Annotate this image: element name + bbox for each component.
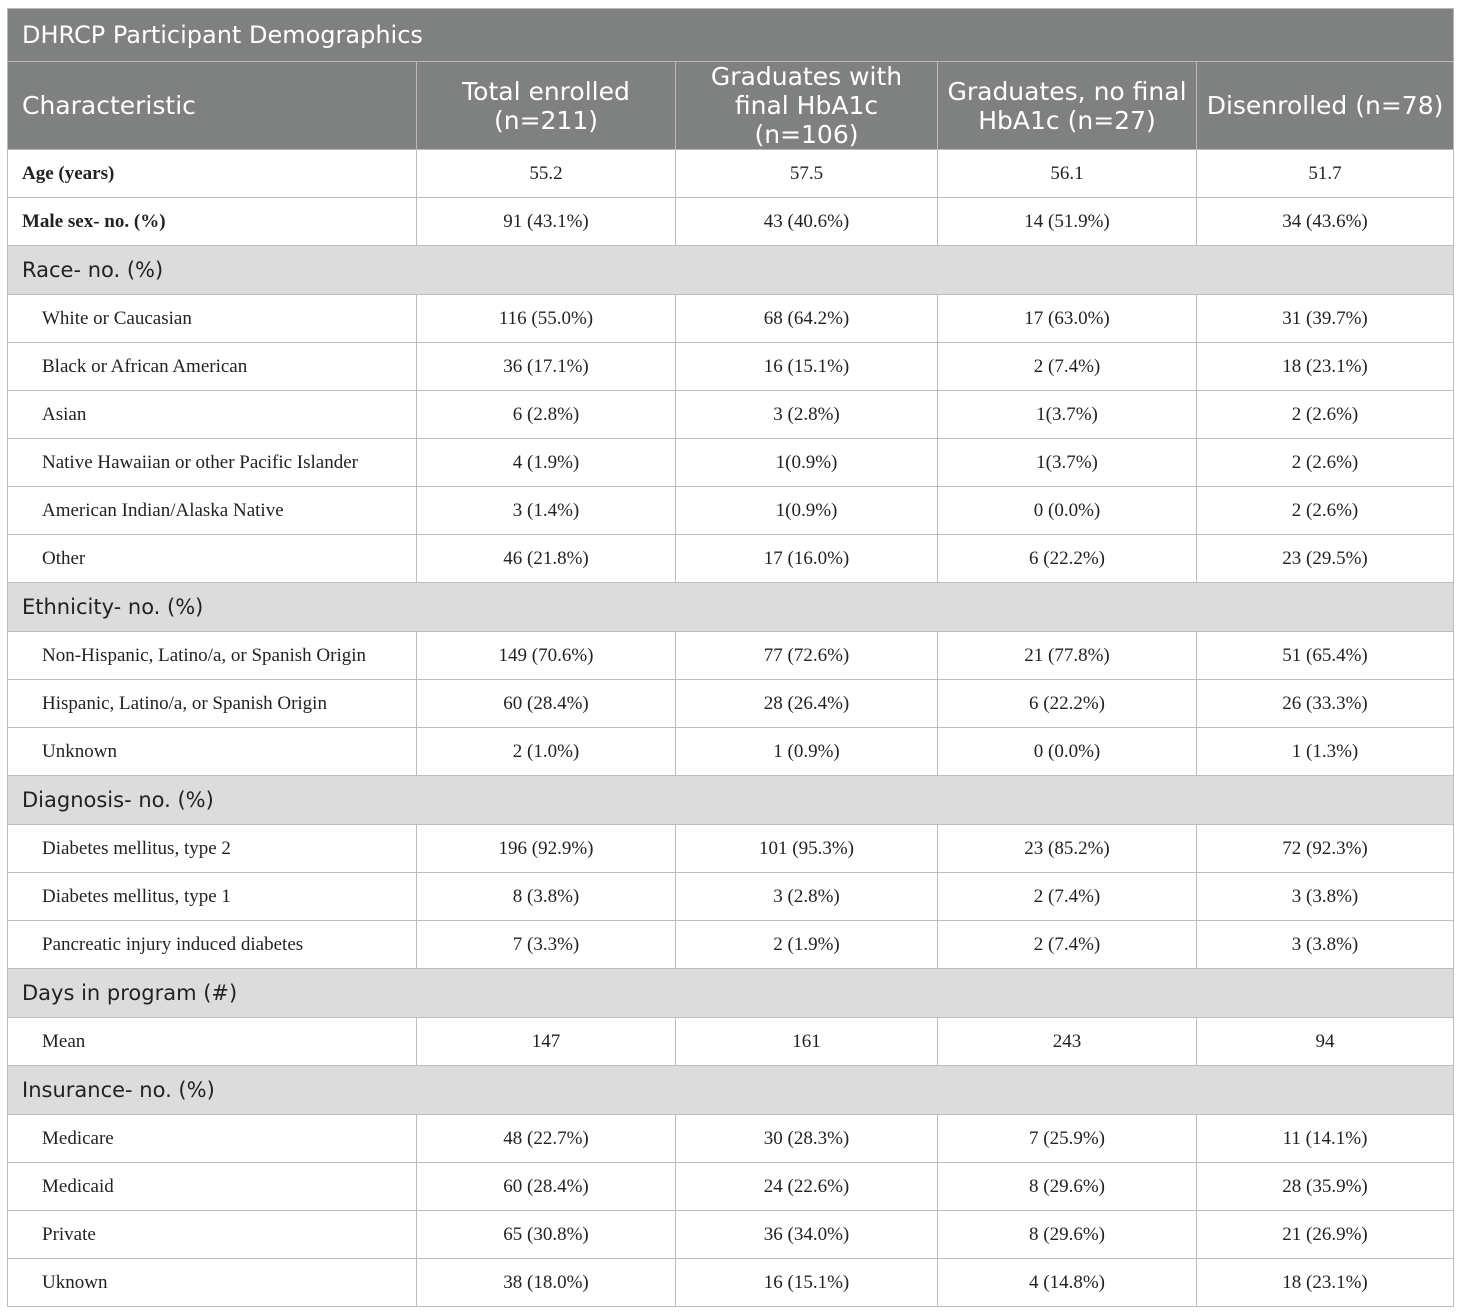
row-label: Black or African American — [8, 343, 417, 391]
table-body — [8, 150, 1454, 1307]
table-cell: 34 (43.6%) — [1197, 198, 1454, 246]
table-row — [8, 921, 1454, 969]
section-header-row — [8, 246, 1454, 295]
demographics-table — [7, 8, 1454, 1307]
table-cell: 36 (17.1%) — [417, 343, 676, 391]
table-title-row — [8, 9, 1454, 62]
table-cell: 57.5 — [676, 150, 938, 198]
table-cell: 14 (51.9%) — [938, 198, 1197, 246]
table-row — [8, 1211, 1454, 1259]
table-cell: 2 (2.6%) — [1197, 391, 1454, 439]
row-label: Diabetes mellitus, type 1 — [8, 873, 417, 921]
column-header-graduates-with-hba1c: Graduates with final HbA1c (n=106) — [676, 62, 938, 150]
column-header-row — [8, 62, 1454, 150]
table-cell: 1(0.9%) — [676, 487, 938, 535]
table-cell: 3 (2.8%) — [676, 391, 938, 439]
row-label: Hispanic, Latino/a, or Spanish Origin — [8, 680, 417, 728]
table-cell: 6 (2.8%) — [417, 391, 676, 439]
row-label: Unknown — [8, 728, 417, 776]
table-cell: 2 (1.9%) — [676, 921, 938, 969]
table-cell: 16 (15.1%) — [676, 1259, 938, 1307]
table-cell: 1 (0.9%) — [676, 728, 938, 776]
table-cell: 51 (65.4%) — [1197, 632, 1454, 680]
table-cell: 101 (95.3%) — [676, 825, 938, 873]
table-cell: 1(0.9%) — [676, 439, 938, 487]
table-cell: 7 (25.9%) — [938, 1115, 1197, 1163]
table-cell: 4 (1.9%) — [417, 439, 676, 487]
table-cell: 65 (30.8%) — [417, 1211, 676, 1259]
table-cell: 2 (2.6%) — [1197, 487, 1454, 535]
table-cell: 2 (7.4%) — [938, 873, 1197, 921]
table-cell: 23 (85.2%) — [938, 825, 1197, 873]
table-row — [8, 1259, 1454, 1307]
table-cell: 1(3.7%) — [938, 391, 1197, 439]
section-header-row — [8, 776, 1454, 825]
table-cell: 51.7 — [1197, 150, 1454, 198]
table-cell: 43 (40.6%) — [676, 198, 938, 246]
table-cell: 243 — [938, 1018, 1197, 1066]
section-label: Ethnicity- no. (%) — [8, 583, 1454, 632]
section-header-row — [8, 583, 1454, 632]
table-cell: 21 (77.8%) — [938, 632, 1197, 680]
table-cell: 3 (3.8%) — [1197, 873, 1454, 921]
demographics-table-container — [7, 8, 1453, 1307]
table-cell: 55.2 — [417, 150, 676, 198]
table-row — [8, 873, 1454, 921]
table-cell: 28 (26.4%) — [676, 680, 938, 728]
table-cell: 2 (2.6%) — [1197, 439, 1454, 487]
row-label: American Indian/Alaska Native — [8, 487, 417, 535]
column-header-disenrolled: Disenrolled (n=78) — [1197, 62, 1454, 150]
table-cell: 7 (3.3%) — [417, 921, 676, 969]
table-cell: 17 (16.0%) — [676, 535, 938, 583]
table-row — [8, 728, 1454, 776]
table-cell: 8 (29.6%) — [938, 1163, 1197, 1211]
table-cell: 21 (26.9%) — [1197, 1211, 1454, 1259]
column-header-graduates-no-hba1c: Graduates, no final HbA1c (n=27) — [938, 62, 1197, 150]
column-header-total-enrolled: Total enrolled (n=211) — [417, 62, 676, 150]
table-title: DHRCP Participant Demographics — [8, 9, 1454, 62]
table-cell: 48 (22.7%) — [417, 1115, 676, 1163]
table-cell: 8 (29.6%) — [938, 1211, 1197, 1259]
row-label: Medicaid — [8, 1163, 417, 1211]
table-cell: 2 (7.4%) — [938, 921, 1197, 969]
row-label: Age (years) — [8, 150, 417, 198]
table-cell: 116 (55.0%) — [417, 295, 676, 343]
table-cell: 91 (43.1%) — [417, 198, 676, 246]
table-cell: 2 (7.4%) — [938, 343, 1197, 391]
row-label: Non-Hispanic, Latino/a, or Spanish Origin — [8, 632, 417, 680]
section-label: Insurance- no. (%) — [8, 1066, 1454, 1115]
table-cell: 17 (63.0%) — [938, 295, 1197, 343]
row-label: Mean — [8, 1018, 417, 1066]
table-cell: 36 (34.0%) — [676, 1211, 938, 1259]
table-cell: 60 (28.4%) — [417, 1163, 676, 1211]
table-cell: 24 (22.6%) — [676, 1163, 938, 1211]
table-cell: 149 (70.6%) — [417, 632, 676, 680]
table-row — [8, 295, 1454, 343]
table-cell: 3 (2.8%) — [676, 873, 938, 921]
table-cell: 56.1 — [938, 150, 1197, 198]
table-row — [8, 343, 1454, 391]
table-cell: 0 (0.0%) — [938, 487, 1197, 535]
row-label: Uknown — [8, 1259, 417, 1307]
table-cell: 3 (3.8%) — [1197, 921, 1454, 969]
table-cell: 147 — [417, 1018, 676, 1066]
row-label: Other — [8, 535, 417, 583]
table-row — [8, 1115, 1454, 1163]
table-row — [8, 632, 1454, 680]
table-row — [8, 150, 1454, 198]
table-row — [8, 487, 1454, 535]
row-label: Medicare — [8, 1115, 417, 1163]
table-cell: 28 (35.9%) — [1197, 1163, 1454, 1211]
table-cell: 1 (1.3%) — [1197, 728, 1454, 776]
table-cell: 16 (15.1%) — [676, 343, 938, 391]
table-cell: 4 (14.8%) — [938, 1259, 1197, 1307]
table-cell: 196 (92.9%) — [417, 825, 676, 873]
table-row — [8, 825, 1454, 873]
row-label: Diabetes mellitus, type 2 — [8, 825, 417, 873]
table-row — [8, 1163, 1454, 1211]
table-cell: 3 (1.4%) — [417, 487, 676, 535]
section-label: Diagnosis- no. (%) — [8, 776, 1454, 825]
table-cell: 11 (14.1%) — [1197, 1115, 1454, 1163]
table-cell: 46 (21.8%) — [417, 535, 676, 583]
table-cell: 0 (0.0%) — [938, 728, 1197, 776]
table-cell: 8 (3.8%) — [417, 873, 676, 921]
row-label: Asian — [8, 391, 417, 439]
table-cell: 68 (64.2%) — [676, 295, 938, 343]
table-cell: 30 (28.3%) — [676, 1115, 938, 1163]
table-cell: 31 (39.7%) — [1197, 295, 1454, 343]
table-cell: 77 (72.6%) — [676, 632, 938, 680]
row-label: Male sex- no. (%) — [8, 198, 417, 246]
column-header-characteristic: Characteristic — [8, 62, 417, 150]
table-cell: 38 (18.0%) — [417, 1259, 676, 1307]
table-cell: 94 — [1197, 1018, 1454, 1066]
table-cell: 6 (22.2%) — [938, 535, 1197, 583]
table-cell: 72 (92.3%) — [1197, 825, 1454, 873]
section-label: Days in program (#) — [8, 969, 1454, 1018]
table-cell: 26 (33.3%) — [1197, 680, 1454, 728]
row-label: Pancreatic injury induced diabetes — [8, 921, 417, 969]
table-row — [8, 391, 1454, 439]
table-cell: 2 (1.0%) — [417, 728, 676, 776]
table-cell: 23 (29.5%) — [1197, 535, 1454, 583]
row-label: Private — [8, 1211, 417, 1259]
table-row — [8, 1018, 1454, 1066]
section-header-row — [8, 1066, 1454, 1115]
section-label: Race- no. (%) — [8, 246, 1454, 295]
table-cell: 18 (23.1%) — [1197, 1259, 1454, 1307]
table-row — [8, 198, 1454, 246]
table-cell: 161 — [676, 1018, 938, 1066]
table-cell: 18 (23.1%) — [1197, 343, 1454, 391]
table-cell: 60 (28.4%) — [417, 680, 676, 728]
row-label: Native Hawaiian or other Pacific Islander — [8, 439, 417, 487]
table-row — [8, 535, 1454, 583]
table-row — [8, 439, 1454, 487]
table-cell: 1(3.7%) — [938, 439, 1197, 487]
table-row — [8, 680, 1454, 728]
section-header-row — [8, 969, 1454, 1018]
table-cell: 6 (22.2%) — [938, 680, 1197, 728]
row-label: White or Caucasian — [8, 295, 417, 343]
